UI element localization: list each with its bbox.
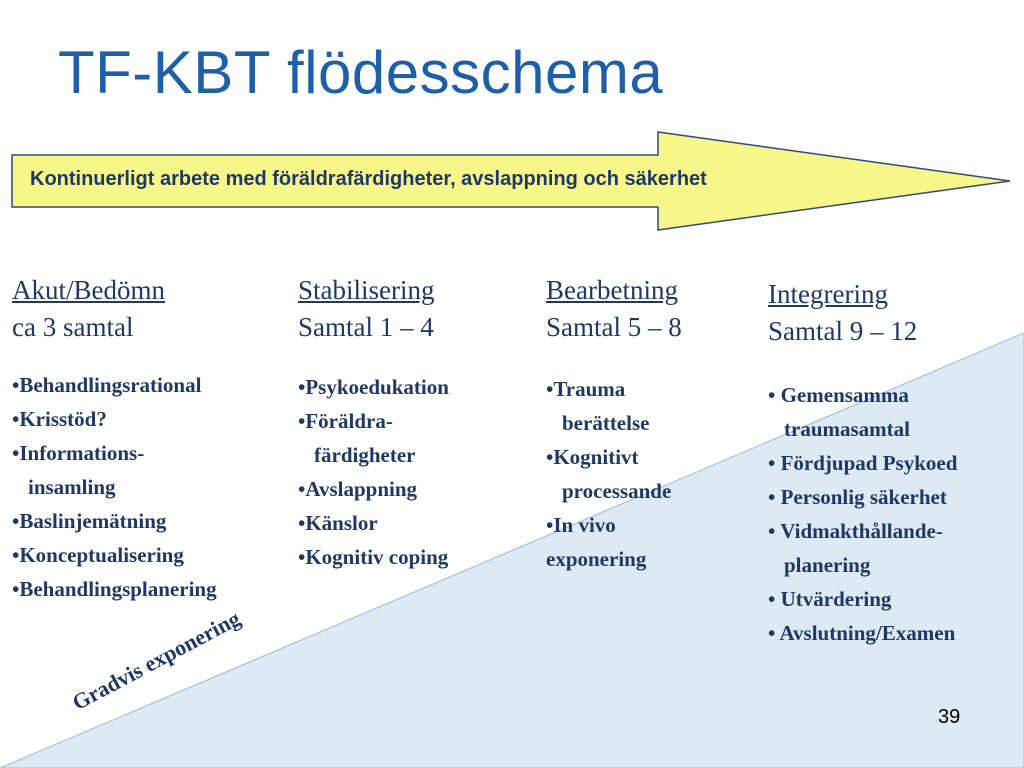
phase-item: •In vivo <box>546 513 616 537</box>
phase-item: • Avslutning/Examen <box>768 621 956 645</box>
phase-heading <box>768 276 957 350</box>
phase-name: Akut/Bedömn <box>12 275 165 305</box>
phase-item: •Känslor <box>298 511 378 535</box>
phase-item: •Baslinjemätning <box>12 509 167 533</box>
phase-name: Bearbetning <box>546 275 678 305</box>
phase-column-integrering <box>768 276 957 650</box>
slide-title: TF-KBT flödesschema <box>58 39 664 106</box>
arrow-banner-text: Kontinuerligt arbete med föräldrafärdigheter, avslappning och säkerhet <box>30 168 707 190</box>
phase-name: Stabilisering <box>298 275 435 305</box>
phase-item-continuation: insamling <box>28 475 116 499</box>
phase-item: • Fördjupad Psykoed <box>768 451 958 475</box>
phase-item: exponering <box>546 547 647 571</box>
phase-item: • Utvärdering <box>768 587 892 611</box>
phase-item: •Kognitivt <box>546 445 639 469</box>
phase-column-bearbetning <box>546 272 682 576</box>
phase-item: •Trauma <box>546 377 626 401</box>
gradvis-exponering-label: Gradvis exponering <box>68 605 245 716</box>
phase-sessions: Samtal 1 – 4 <box>298 312 434 342</box>
phase-item: • Vidmakthållande- <box>768 519 943 543</box>
phase-heading <box>12 272 217 346</box>
phase-heading <box>546 272 682 346</box>
phase-column-stabilisering <box>298 272 449 574</box>
phase-item-continuation: planering <box>784 553 871 577</box>
phase-sessions: ca 3 samtal <box>12 312 134 342</box>
phase-item-list <box>546 372 682 576</box>
phase-name: Integrering <box>768 279 888 309</box>
phase-item: •Informations- <box>12 441 145 465</box>
phase-item-list <box>12 368 217 606</box>
phase-item: •Krisstöd? <box>12 407 107 431</box>
phase-item: • Personlig säkerhet <box>768 485 947 509</box>
phase-item-continuation: berättelse <box>562 411 650 435</box>
phase-item: •Avslappning <box>298 477 418 501</box>
phase-sessions: Samtal 9 – 12 <box>768 316 918 346</box>
page-number: 39 <box>938 706 961 728</box>
phase-item-continuation: processande <box>562 479 672 503</box>
phase-column-akut <box>12 272 217 606</box>
phase-sessions: Samtal 5 – 8 <box>546 312 682 342</box>
phase-item-continuation: färdigheter <box>314 443 416 467</box>
phase-item: • Gemensamma <box>768 383 909 407</box>
phase-item: •Behandlingsplanering <box>12 577 217 601</box>
phase-item: •Konceptualisering <box>12 543 184 567</box>
phase-item: •Psykoedukation <box>298 375 449 399</box>
phase-item-list <box>298 370 449 574</box>
phase-item: •Behandlingsrational <box>12 373 202 397</box>
phase-item: •Kognitiv coping <box>298 545 449 569</box>
phase-item-list <box>768 378 957 650</box>
phase-item: •Föräldra- <box>298 409 393 433</box>
phase-item-continuation: traumasamtal <box>784 417 910 441</box>
phase-heading <box>298 272 449 346</box>
